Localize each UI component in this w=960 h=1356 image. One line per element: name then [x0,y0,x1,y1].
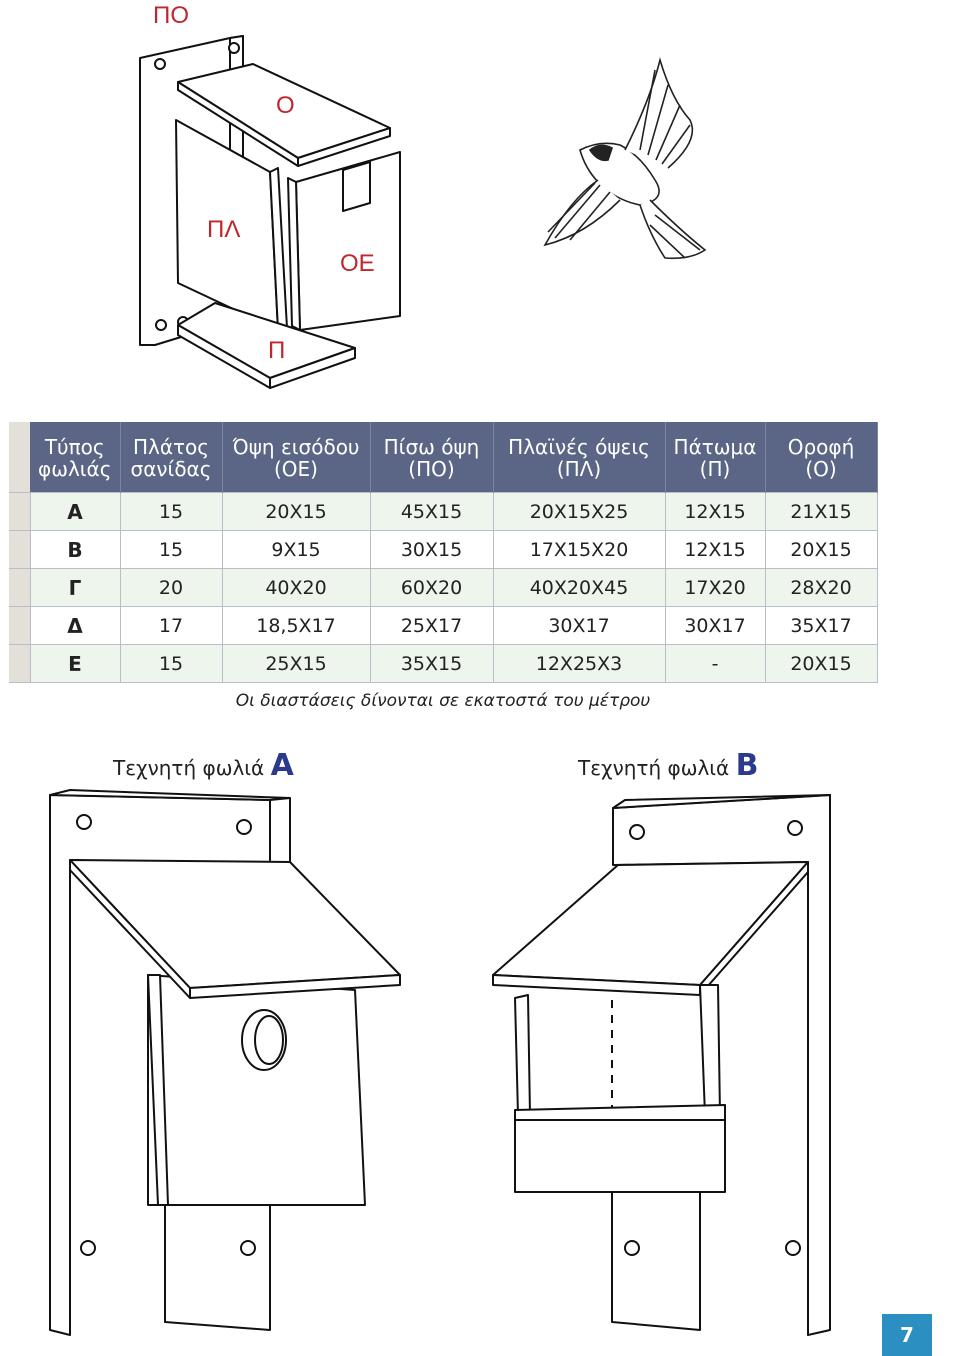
table-row [9,569,877,607]
table-cell: 35Χ15 [370,645,493,683]
cell-type: Β [30,531,120,569]
table-cell: 9Χ15 [222,531,370,569]
table-cell: 12Χ15 [665,493,765,531]
table-cell: 18,5Χ17 [222,607,370,645]
box-b-title [578,748,758,783]
table-cell: 15 [120,493,222,531]
box-b-letter: Β [735,748,759,783]
cell-type: Α [30,493,120,531]
table-cell: 28Χ20 [765,569,877,607]
table-cell: 35Χ17 [765,607,877,645]
cell-type: Ε [30,645,120,683]
table-row [9,493,877,531]
table-cell: 40Χ20 [222,569,370,607]
table-cell: 15 [120,531,222,569]
table-cell: 20Χ15 [765,645,877,683]
header-back: Πίσω όψη (ΠΟ) [370,422,493,493]
table-cell: - [665,645,765,683]
header-board-width: Πλάτος σανίδας [120,422,222,493]
table-cell: 20Χ15 [222,493,370,531]
page-number: 7 [882,1314,932,1356]
table-cell: 60Χ20 [370,569,493,607]
table-cell: 12Χ25Χ3 [493,645,665,683]
table-row [9,531,877,569]
header-type: Τύπος φωλιάς [30,422,120,493]
dimensions-table [9,422,878,683]
table-cell: 17Χ15Χ20 [493,531,665,569]
table-cell: 25Χ17 [370,607,493,645]
cell-type: Γ [30,569,120,607]
table-cell: 20Χ15Χ25 [493,493,665,531]
table-cell: 20Χ15 [765,531,877,569]
table-row [9,645,877,683]
label-roof: Ο [276,92,295,119]
header-front: Όψη εισόδου (ΟΕ) [222,422,370,493]
table-header-row [9,422,877,493]
table-cell: 20 [120,569,222,607]
table-cell: 21Χ15 [765,493,877,531]
cell-type: Δ [30,607,120,645]
header-sides: Πλαϊνές όψεις (ΠΛ) [493,422,665,493]
table-cell: 40Χ20Χ45 [493,569,665,607]
table-cell: 30Χ15 [370,531,493,569]
table-cell: 45Χ15 [370,493,493,531]
header-roof: Οροφή (Ο) [765,422,877,493]
table-cell: 17Χ20 [665,569,765,607]
box-a-title [113,748,294,783]
label-floor: Π [268,337,286,364]
label-front: ΟΕ [340,250,375,277]
units-note: Οι διαστάσεις δίνονται σε εκατοστά του μέτρου [235,691,651,711]
table-cell: 17 [120,607,222,645]
table-cell: 30Χ17 [493,607,665,645]
table-cell: 30Χ17 [665,607,765,645]
box-b-title-text: Τεχνητή φωλιά [578,756,730,780]
label-side: ΠΛ [207,216,241,243]
box-a-letter: Α [270,748,294,783]
box-a-title-text: Τεχνητή φωλιά [113,756,265,780]
table-cell: 12Χ15 [665,531,765,569]
table-row [9,607,877,645]
table-cell: 15 [120,645,222,683]
header-floor: Πάτωμα (Π) [665,422,765,493]
label-back: ΠΟ [153,2,189,29]
table-cell: 25Χ15 [222,645,370,683]
